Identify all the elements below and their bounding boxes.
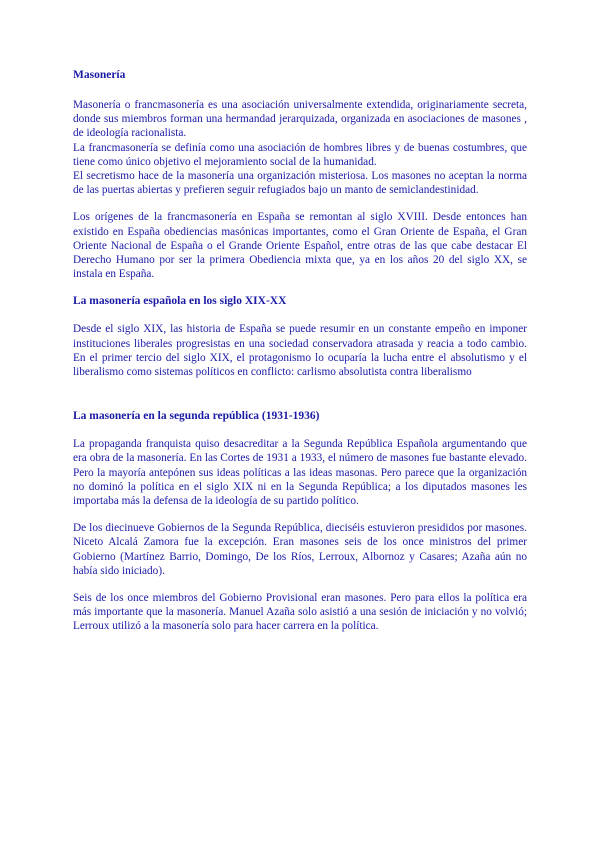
document-body [73, 68, 527, 634]
paragraph-gobiernos: De los diecinueve Gobiernos de la Segunda República, dieciséis estuvieron presididos por masones. Niceto Alcalá Zamora fue la excepción. Eran masones seis de los once ministros del primer Gobierno (Martínez Barrio, Domingo, De los Ríos, Lerroux, Albornoz y Casares; Azaña aún no había sido iniciado). [73, 522, 527, 577]
paragraph-secretismo: El secretismo hace de la masonería una organización misteriosa. Los masones no aceptan la norma de las puertas abiertas y prefieren seguir refugiados bajo un manto de semiclandestinidad. [73, 170, 527, 197]
section-title-segunda-republica: La masonería en la segunda república (1931-1936) [73, 410, 320, 423]
paragraph-propaganda: La propaganda franquista quiso desacreditar a la Segunda República Española argumentando que era obra de la masonería. En las Cortes de 1931 a 1933, el número de masones fue bastante elevado. Pero la mayoría antepónen sus ideas políticas a las ideas masonas. Pero parece que la organización no dominó la política en el siglo XIX ni en la Segunda República; a los diputados masones les importaba más la defensa de la ideología de su partido político. [73, 438, 527, 508]
paragraph-definition: Masonería o francmasonería es una asociación universalmente extendida, originariamente secreta, donde sus miembros forman una hermandad jerarquizada, organizada en asociaciones de masones , de ideología racionalista. [73, 99, 527, 140]
paragraph-francmasoneria: La francmasonería se definía como una asociación de hombres libres y de buenas costumbres, que tiene como único objetivo el mejoramiento social de la humanidad. [73, 141, 527, 168]
section-title-siglo-xix: La masonería española en los siglo XIX-XX [73, 295, 287, 308]
paragraph-origenes: Los orígenes de la francmasonería en España se remontan al siglo XVIII. Desde entonces han existido en España obediencias masónicas importantes, como el Gran Oriente de España, el Gran Oriente Nacional de España o el Grande Oriente Español, entre otras de las que cabe destacar El Derecho Humano por ser la primera Obediencia mixta que, ya en los años 20 del siglo XX, se instala en España. [73, 211, 527, 281]
paragraph-gobierno-provisional: Seis de los once miembros del Gobierno Provisional eran masones. Pero para ellos la política era más importante que la masonería. Manuel Azaña solo asistió a una sesión de iniciación y no volvió; Lerroux utilizó a la masonería solo para hacer carrera en la política. [73, 592, 527, 633]
paragraph-siglo-xix: Desde el siglo XIX, las historia de España se puede resumir en un constante empeño en imponer instituciones liberales progresistas en una sociedad conservadora atrasada y reacia a todo cambio. En el primer tercio del siglo XIX, el protagonismo lo ocuparía la lucha entre el absolutismo y el liberalismo como sistemas políticos en conflicto: carlismo absolutista contra liberalismo [73, 323, 527, 379]
section-title-masoneria: Masonería [73, 69, 126, 81]
